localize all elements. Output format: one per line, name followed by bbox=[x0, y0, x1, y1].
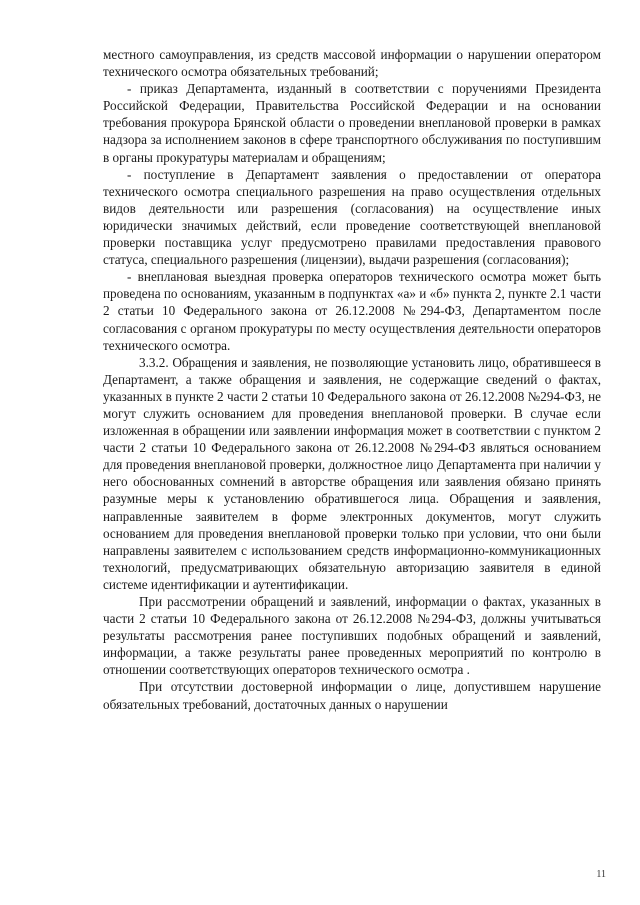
paragraph-order: - приказ Департамента, изданный в соответствии с поручениями Президента Российской Федерации, Правительства Российской Федерации и на основании требования прокурора Брянской области о проведении внеплановой проверки в рамках надзора за исполнением законов в сфере транспортного обслуживания по поступившим в органы прокуратуры материалам и обращениям; bbox=[103, 81, 601, 165]
page-number: 11 bbox=[596, 869, 606, 880]
paragraph-3-3-2: 3.3.2. Обращения и заявления, не позволяющие установить лицо, обратившееся в Департамент, а также обращения и заявления, не содержащие сведений о фактах, указанных в пункте 2 части 2 статьи 10 Федерального закона от 26.12.2008 №294-ФЗ, не могут служить основанием для проведения внеплановой проверки. В случае если изложенная в обращении или заявлении информация может в соответствии с пунктом 2 части 2 статьи 10 Федерального закона от 26.12.2008 №294-ФЗ являться основанием для проведения внеплановой проверки, должностное лицо Департамента при наличии у него обоснованных сомнений в авторстве обращения или заявления обязано принять разумные меры к установлению обратившегося лица. Обращения и заявления, направленные заявителем в форме электронных документов, могут служить основанием для проведения внеплановой проверки только при условии, что они были направлены заявителем с использованием средств информационно-коммуникационных технологий, предусматривающих обязательную авторизацию заявителя в единой системе идентификации и аутентификации. bbox=[103, 354, 601, 592]
paragraph-application: - поступление в Департамент заявления о предоставлении от оператора технического осмотра специального разрешения на право осуществления отдельных видов деятельности или разрешения (согласования) на осуществление иных юридически значимых действий, если проведение соответствующей внеплановой проверки поставщика услуг предусмотрено правилами предоставления правового статуса, специального разрешения (лицензии), выдачи разрешения (согласования); bbox=[103, 166, 601, 268]
document-page bbox=[103, 46, 601, 713]
paragraph-consideration: При рассмотрении обращений и заявлений, информации о фактах, указанных в части 2 статьи 10 Федерального закона от 26.12.2008 №294-ФЗ, должны учитываться результаты рассмотрения ранее поступивших подобных обращений и заявлений, информации, а также результаты ранее проведенных мероприятий по контролю в отношении соответствующих операторов технического осмотра . bbox=[103, 594, 601, 678]
paragraph-absence-of-information: При отсутствии достоверной информации о лице, допустившем нарушение обязательных требований, достаточных данных о нарушении bbox=[103, 679, 601, 712]
paragraph-continuation: местного самоуправления, из средств массовой информации о нарушении оператором технического осмотра обязательных требований; bbox=[103, 47, 601, 80]
paragraph-unscheduled-inspection: - внеплановая выездная проверка операторов технического осмотра может быть проведена по основаниям, указанным в подпунктах «а» и «б» пункта 2, пункте 2.1 части 2 статьи 10 Федерального закона от 26.12.2008 №294-ФЗ, Департаментом после согласования с органом прокуратуры по месту осуществления деятельности операторов технического осмотра. bbox=[103, 269, 601, 353]
